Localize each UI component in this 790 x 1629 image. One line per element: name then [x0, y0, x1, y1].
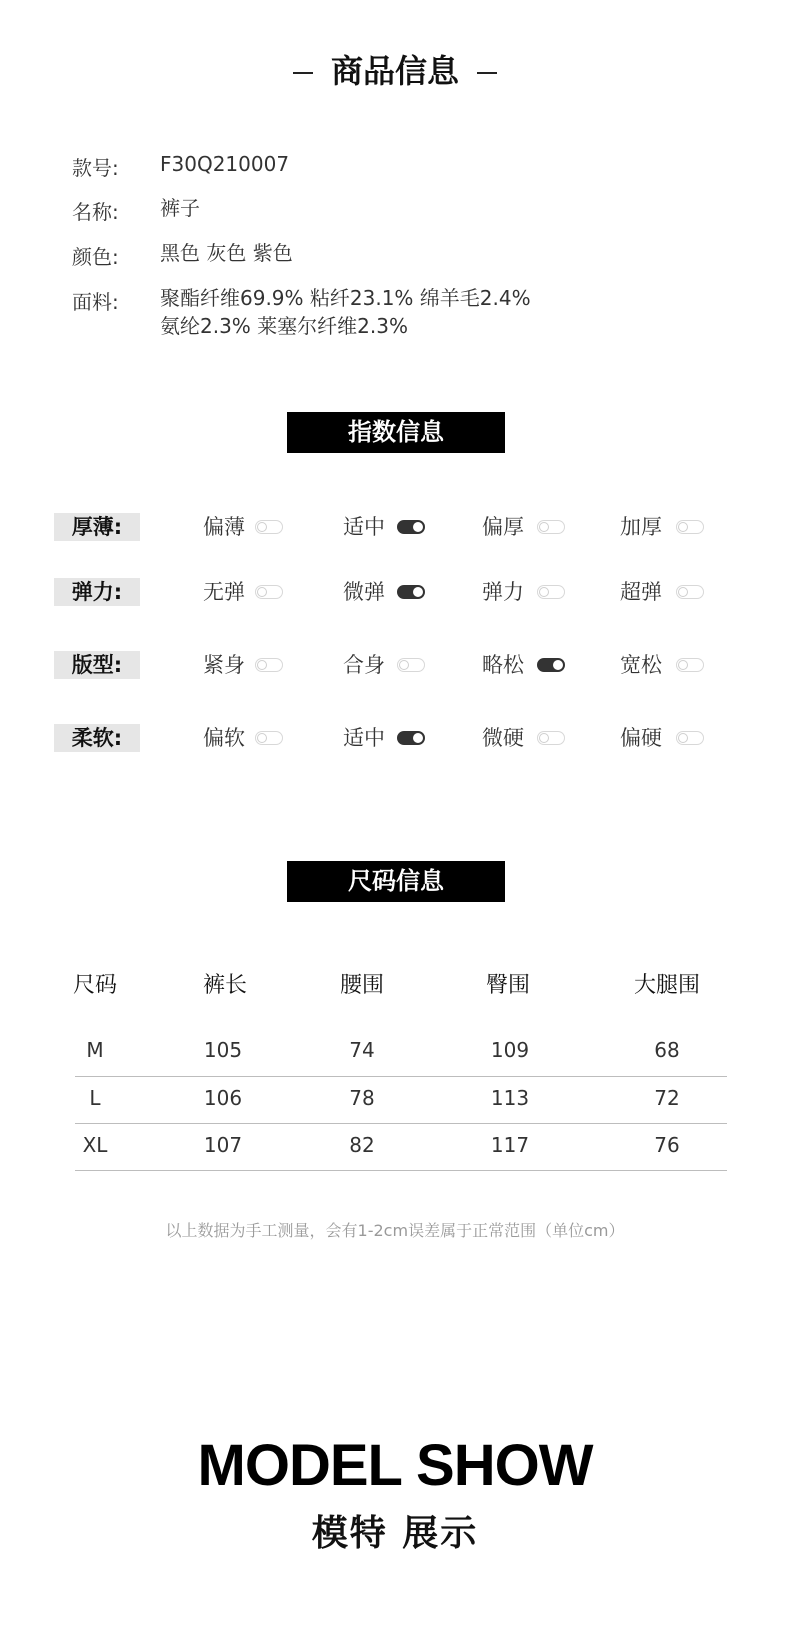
index-option: 紧身: [203, 653, 245, 677]
title-dash-right: [477, 72, 497, 74]
toggle-icon[interactable]: [537, 520, 565, 534]
index-option: 微弹: [343, 580, 385, 604]
size-header: 裤长: [202, 973, 247, 998]
toggle-icon[interactable]: [676, 658, 704, 672]
toggle-icon[interactable]: [676, 585, 704, 599]
info-value-style-no: F30Q210007: [160, 152, 290, 176]
size-cell: 76: [654, 1133, 680, 1157]
page-title: 商品信息: [330, 52, 459, 90]
size-header: 腰围: [339, 973, 384, 998]
measurement-note: 以上数据为手工测量，会有1-2cm误差属于正常范围（单位cm）: [165, 1221, 625, 1240]
info-label-fabric: 面料:: [72, 290, 119, 314]
toggle-icon[interactable]: [676, 731, 704, 745]
toggle-icon[interactable]: [255, 731, 283, 745]
size-cell: 74: [349, 1038, 375, 1062]
info-value-name: 裤子: [160, 196, 200, 220]
info-label-name: 名称:: [72, 200, 119, 224]
size-cell: 117: [490, 1133, 530, 1157]
size-cell: 106: [203, 1086, 243, 1110]
size-cell: 68: [654, 1038, 680, 1062]
index-option: 略松: [482, 653, 524, 677]
index-option: 合身: [343, 653, 385, 677]
size-header: 大腿围: [633, 973, 700, 998]
fabric-line-1: 聚酯纤维69.9% 粘纤23.1% 绵羊毛2.4%: [160, 286, 531, 310]
table-row-divider: [75, 1123, 727, 1124]
size-cell: 82: [349, 1133, 375, 1157]
size-cell: XL: [82, 1133, 108, 1157]
index-option: 微硬: [482, 726, 524, 750]
size-cell: 109: [490, 1038, 530, 1062]
index-option: 加厚: [620, 515, 662, 539]
toggle-icon[interactable]: [397, 658, 425, 672]
info-value-color: 黑色 灰色 紫色: [160, 241, 293, 265]
section-title-product-info: [0, 46, 790, 92]
toggle-icon-selected[interactable]: [537, 658, 565, 672]
title-dash-left: [293, 72, 313, 74]
toggle-icon[interactable]: [537, 585, 565, 599]
index-label-softness: 柔软:: [54, 724, 140, 752]
index-option: 超弹: [620, 580, 662, 604]
index-option: 宽松: [620, 653, 662, 677]
toggle-icon-selected[interactable]: [397, 520, 425, 534]
size-cell: 107: [203, 1133, 243, 1157]
index-option: 无弹: [203, 580, 245, 604]
index-option: 偏硬: [620, 726, 662, 750]
index-option: 偏软: [203, 726, 245, 750]
size-cell: M: [86, 1038, 104, 1062]
size-cell: L: [89, 1086, 101, 1110]
model-show-subtitle: 模特 展示: [311, 1513, 479, 1554]
toggle-icon[interactable]: [676, 520, 704, 534]
info-label-style-no: 款号:: [72, 156, 119, 180]
section-title-size: 尺码信息: [287, 861, 505, 902]
size-cell: 78: [349, 1086, 375, 1110]
table-row-divider: [75, 1076, 727, 1077]
index-label-elasticity: 弹力:: [54, 578, 140, 606]
info-label-color: 颜色:: [72, 245, 119, 269]
index-option: 弹力: [482, 580, 524, 604]
toggle-icon[interactable]: [255, 520, 283, 534]
size-cell: 105: [203, 1038, 243, 1062]
index-label-fit: 版型:: [54, 651, 140, 679]
index-option: 适中: [343, 515, 385, 539]
info-value-fabric: [160, 284, 531, 340]
size-header: 臀围: [485, 973, 530, 998]
toggle-icon[interactable]: [255, 585, 283, 599]
toggle-icon-selected[interactable]: [397, 585, 425, 599]
section-title-index: 指数信息: [287, 412, 505, 453]
toggle-icon[interactable]: [255, 658, 283, 672]
toggle-icon-selected[interactable]: [397, 731, 425, 745]
index-option: 偏厚: [482, 515, 524, 539]
size-cell: 113: [490, 1086, 530, 1110]
index-label-thickness: 厚薄:: [54, 513, 140, 541]
toggle-icon[interactable]: [537, 731, 565, 745]
size-header: 尺码: [72, 973, 117, 998]
size-cell: 72: [654, 1086, 680, 1110]
fabric-line-2: 氨纶2.3% 莱塞尔纤维2.3%: [160, 314, 408, 338]
table-row-divider: [75, 1170, 727, 1171]
index-option: 适中: [343, 726, 385, 750]
index-option: 偏薄: [203, 515, 245, 539]
model-show-title: MODEL SHOW: [197, 1433, 593, 1498]
